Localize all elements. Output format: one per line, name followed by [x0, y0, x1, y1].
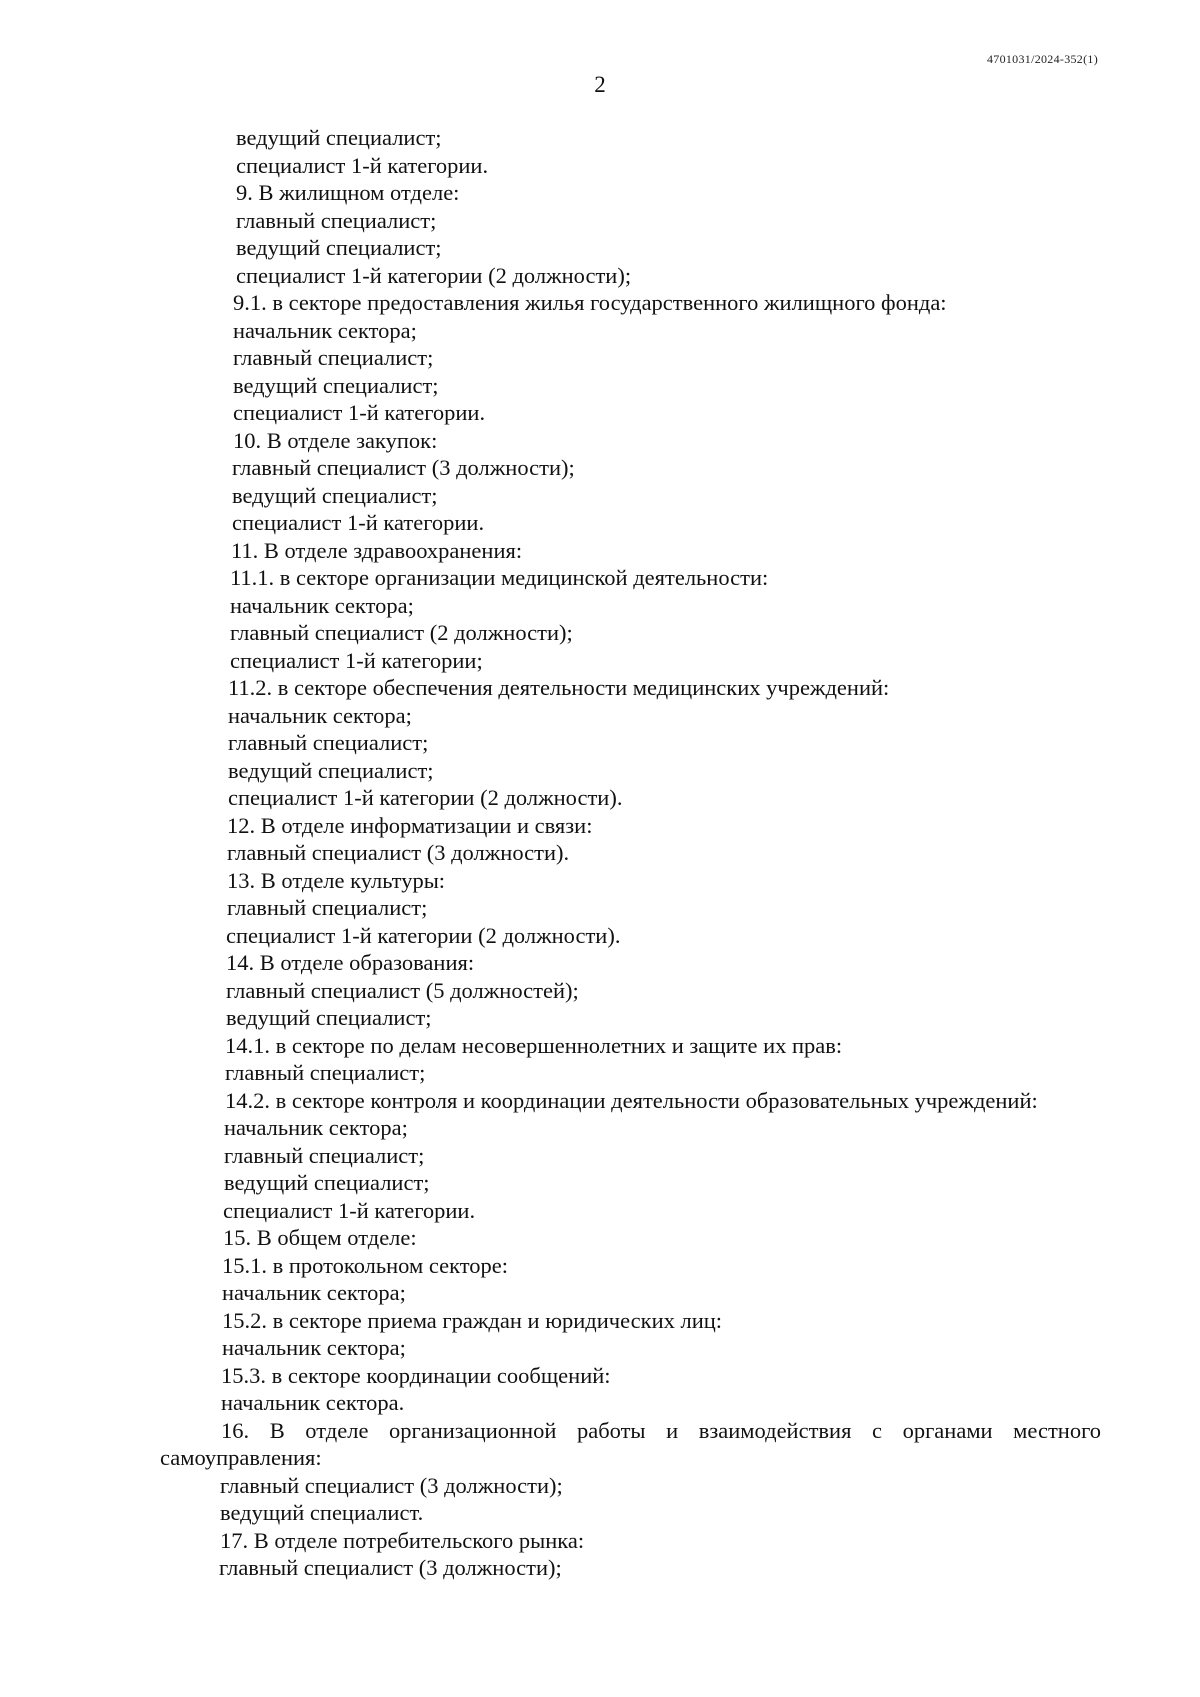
document-line: специалист 1-й категории (2 должности).: [226, 922, 621, 948]
document-line: главный специалист;: [233, 345, 434, 370]
document-id: 4701031/2024-352(1): [986, 52, 1098, 66]
document-line: ведущий специалист;: [228, 757, 434, 783]
document-line: главный специалист (3 должности);: [219, 1555, 562, 1580]
document-line: 15.3. в секторе координации сообщений:: [221, 1362, 611, 1388]
document-line: 15.2. в секторе приема граждан и юридических лиц:: [222, 1307, 723, 1333]
document-line: начальник сектора.: [221, 1390, 405, 1415]
document-line: специалист 1-й категории.: [232, 510, 485, 535]
document-line: главный специалист;: [225, 1060, 426, 1085]
document-line: 14.2. в секторе контроля и координации деятельности образовательных учреждений:: [225, 1087, 1038, 1113]
document-line: главный специалист;: [227, 895, 428, 920]
document-line: главный специалист (3 должности);: [232, 455, 575, 480]
document-line: начальник сектора;: [228, 702, 412, 728]
document-line: ведущий специалист.: [220, 1500, 424, 1525]
document-line: ведущий специалист;: [236, 125, 442, 150]
document-line: 12. В отделе информатизации и связи:: [227, 812, 593, 838]
document-line: 13. В отделе культуры:: [227, 867, 446, 893]
document-line: 14. В отделе образования:: [226, 950, 475, 975]
document-line: 11.2. в секторе обеспечения деятельности медицинских учреждений:: [228, 675, 890, 700]
document-line: 16. В отделе организационной работы и взаимодействия с органами местного: [221, 1417, 1101, 1443]
document-line: специалист 1-й категории (2 должности).: [228, 785, 623, 810]
document-line: специалист 1-й категории;: [230, 647, 483, 673]
document-line: 11.1. в секторе организации медицинской деятельности:: [230, 565, 769, 590]
document-line: главный специалист (3 должности).: [227, 840, 570, 865]
document-line: начальник сектора;: [222, 1280, 406, 1305]
document-line: 15.1. в протокольном секторе:: [222, 1252, 509, 1278]
document-line: главный специалист (5 должностей);: [226, 977, 579, 1003]
document-line: 9. В жилищном отделе:: [236, 180, 460, 205]
document-line: 11. В отделе здравоохранения:: [231, 537, 523, 563]
document-line: ведущий специалист;: [236, 235, 442, 260]
document-line: главный специалист (3 должности);: [220, 1472, 563, 1498]
document-line: главный специалист;: [228, 730, 429, 755]
document-line: ведущий специалист;: [224, 1170, 430, 1195]
document-line: главный специалист (2 должности);: [230, 620, 573, 645]
document-line: 15. В общем отделе:: [223, 1225, 417, 1250]
page-number: 2: [594, 72, 606, 97]
document-line: специалист 1-й категории (2 должности);: [236, 262, 632, 288]
document-line: главный специалист;: [236, 207, 437, 233]
document-line: 10. В отделе закупок:: [233, 427, 438, 453]
document-line: начальник сектора;: [222, 1335, 406, 1360]
document-line: начальник сектора;: [233, 317, 417, 343]
document-line: ведущий специалист;: [232, 482, 438, 508]
document-line: начальник сектора;: [230, 592, 414, 618]
document-line: 17. В отделе потребительского рынка:: [220, 1527, 585, 1553]
document-line: 9.1. в секторе предоставления жилья государственного жилищного фонда:: [233, 290, 947, 315]
document-line: самоуправления:: [160, 1445, 322, 1470]
document-line: специалист 1-й категории.: [223, 1197, 476, 1223]
document-line: 14.1. в секторе по делам несовершеннолетних и защите их прав:: [225, 1032, 843, 1058]
document-line: ведущий специалист;: [226, 1005, 432, 1030]
document-line: специалист 1-й категории.: [236, 152, 489, 178]
document-line: главный специалист;: [224, 1142, 425, 1168]
document-line: специалист 1-й категории.: [233, 400, 486, 425]
document-line: начальник сектора;: [224, 1115, 408, 1140]
document-line: ведущий специалист;: [233, 372, 439, 398]
